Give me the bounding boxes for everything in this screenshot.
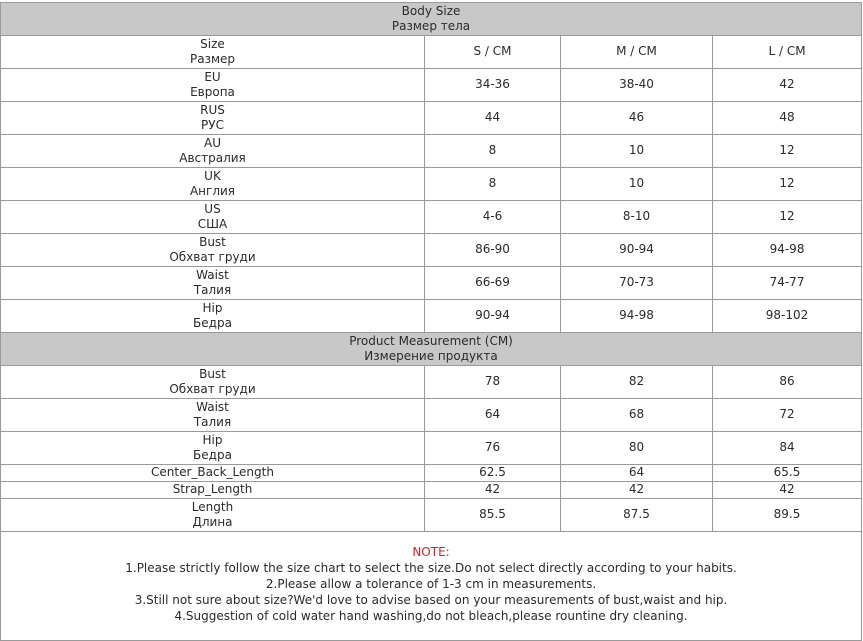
product-measurement-header bbox=[1, 333, 862, 366]
cell-l: 86 bbox=[713, 366, 862, 399]
cell-m: 68 bbox=[561, 399, 713, 432]
row-label: EU Европа bbox=[1, 69, 425, 102]
row-label: UK Англия bbox=[1, 168, 425, 201]
table-row bbox=[1, 168, 862, 201]
cell-m: 82 bbox=[561, 366, 713, 399]
row-label: US США bbox=[1, 201, 425, 234]
row-label: Waist Талия bbox=[1, 399, 425, 432]
cell-l: 72 bbox=[713, 399, 862, 432]
cell-m: 90-94 bbox=[561, 234, 713, 267]
row-label: Waist Талия bbox=[1, 267, 425, 300]
note-line-1: 1.Please strictly follow the size chart to select the size.Do not select directly according to your habits. bbox=[125, 561, 737, 575]
cell-s: 64 bbox=[425, 399, 561, 432]
product-measurement-title: Product Measurement (CM) bbox=[349, 333, 513, 348]
table-row bbox=[1, 399, 862, 432]
cell-m: 8-10 bbox=[561, 201, 713, 234]
size-label: Size bbox=[200, 36, 225, 51]
note-line-2: 2.Please allow a tolerance of 1-3 cm in measurements. bbox=[265, 577, 597, 591]
row-label: Strap_Length bbox=[1, 482, 425, 499]
note-line-4: 4.Suggestion of cold water hand washing,do not bleach,please rountine dry cleaning. bbox=[174, 609, 688, 623]
cell-m: 70-73 bbox=[561, 267, 713, 300]
table-row bbox=[1, 69, 862, 102]
cell-m: 46 bbox=[561, 102, 713, 135]
cell-l: 98-102 bbox=[713, 300, 862, 333]
notes-section bbox=[1, 532, 862, 641]
cell-m: 42 bbox=[561, 482, 713, 499]
cell-m: 64 bbox=[561, 465, 713, 482]
cell-m: 38-40 bbox=[561, 69, 713, 102]
table-row bbox=[1, 482, 862, 499]
cell-l: 94-98 bbox=[713, 234, 862, 267]
cell-s: 85.5 bbox=[425, 499, 561, 532]
cell-l: 89.5 bbox=[713, 499, 862, 532]
size-table bbox=[0, 2, 862, 641]
table-row bbox=[1, 300, 862, 333]
body-size-title-ru: Размер тела bbox=[391, 19, 471, 33]
cell-l: 74-77 bbox=[713, 267, 862, 300]
size-label-ru: Размер bbox=[189, 52, 236, 66]
row-label: Hip Бедра bbox=[1, 300, 425, 333]
column-header-s: S / CM bbox=[425, 36, 561, 69]
cell-s: 66-69 bbox=[425, 267, 561, 300]
cell-l: 12 bbox=[713, 135, 862, 168]
size-label-cell bbox=[1, 36, 425, 69]
cell-l: 65.5 bbox=[713, 465, 862, 482]
cell-s: 8 bbox=[425, 168, 561, 201]
row-label: Length Длина bbox=[1, 499, 425, 532]
cell-s: 34-36 bbox=[425, 69, 561, 102]
table-row bbox=[1, 465, 862, 482]
row-label: Bust Обхват груди bbox=[1, 234, 425, 267]
note-line-3: 3.Still not sure about size?We'd love to advise based on your measurements of bust,waist and hip. bbox=[134, 593, 728, 607]
cell-s: 42 bbox=[425, 482, 561, 499]
cell-s: 44 bbox=[425, 102, 561, 135]
cell-m: 10 bbox=[561, 135, 713, 168]
column-header-m: M / CM bbox=[561, 36, 713, 69]
table-row bbox=[1, 135, 862, 168]
note-title: NOTE: bbox=[412, 545, 450, 559]
row-label: RUS РУС bbox=[1, 102, 425, 135]
cell-l: 12 bbox=[713, 201, 862, 234]
product-measurement-title-ru: Измерение продукта bbox=[364, 349, 498, 363]
cell-s: 76 bbox=[425, 432, 561, 465]
cell-s: 78 bbox=[425, 366, 561, 399]
table-row bbox=[1, 432, 862, 465]
cell-l: 42 bbox=[713, 69, 862, 102]
table-row bbox=[1, 499, 862, 532]
body-size-title: Body Size bbox=[401, 3, 461, 18]
cell-l: 42 bbox=[713, 482, 862, 499]
column-header-l: L / CM bbox=[713, 36, 862, 69]
table-row bbox=[1, 234, 862, 267]
table-row bbox=[1, 201, 862, 234]
row-label: Bust Обхват груди bbox=[1, 366, 425, 399]
cell-s: 4-6 bbox=[425, 201, 561, 234]
row-label: Center_Back_Length bbox=[1, 465, 425, 482]
cell-l: 84 bbox=[713, 432, 862, 465]
cell-l: 48 bbox=[713, 102, 862, 135]
row-label: AU Австралия bbox=[1, 135, 425, 168]
table-header-row bbox=[1, 36, 862, 69]
cell-s: 8 bbox=[425, 135, 561, 168]
cell-s: 62.5 bbox=[425, 465, 561, 482]
cell-l: 12 bbox=[713, 168, 862, 201]
table-row bbox=[1, 267, 862, 300]
body-size-header bbox=[1, 3, 862, 36]
cell-m: 87.5 bbox=[561, 499, 713, 532]
cell-m: 80 bbox=[561, 432, 713, 465]
cell-m: 10 bbox=[561, 168, 713, 201]
cell-s: 86-90 bbox=[425, 234, 561, 267]
row-label: Hip Бедра bbox=[1, 432, 425, 465]
cell-m: 94-98 bbox=[561, 300, 713, 333]
cell-s: 90-94 bbox=[425, 300, 561, 333]
size-chart bbox=[0, 2, 861, 641]
table-row bbox=[1, 366, 862, 399]
table-row bbox=[1, 102, 862, 135]
